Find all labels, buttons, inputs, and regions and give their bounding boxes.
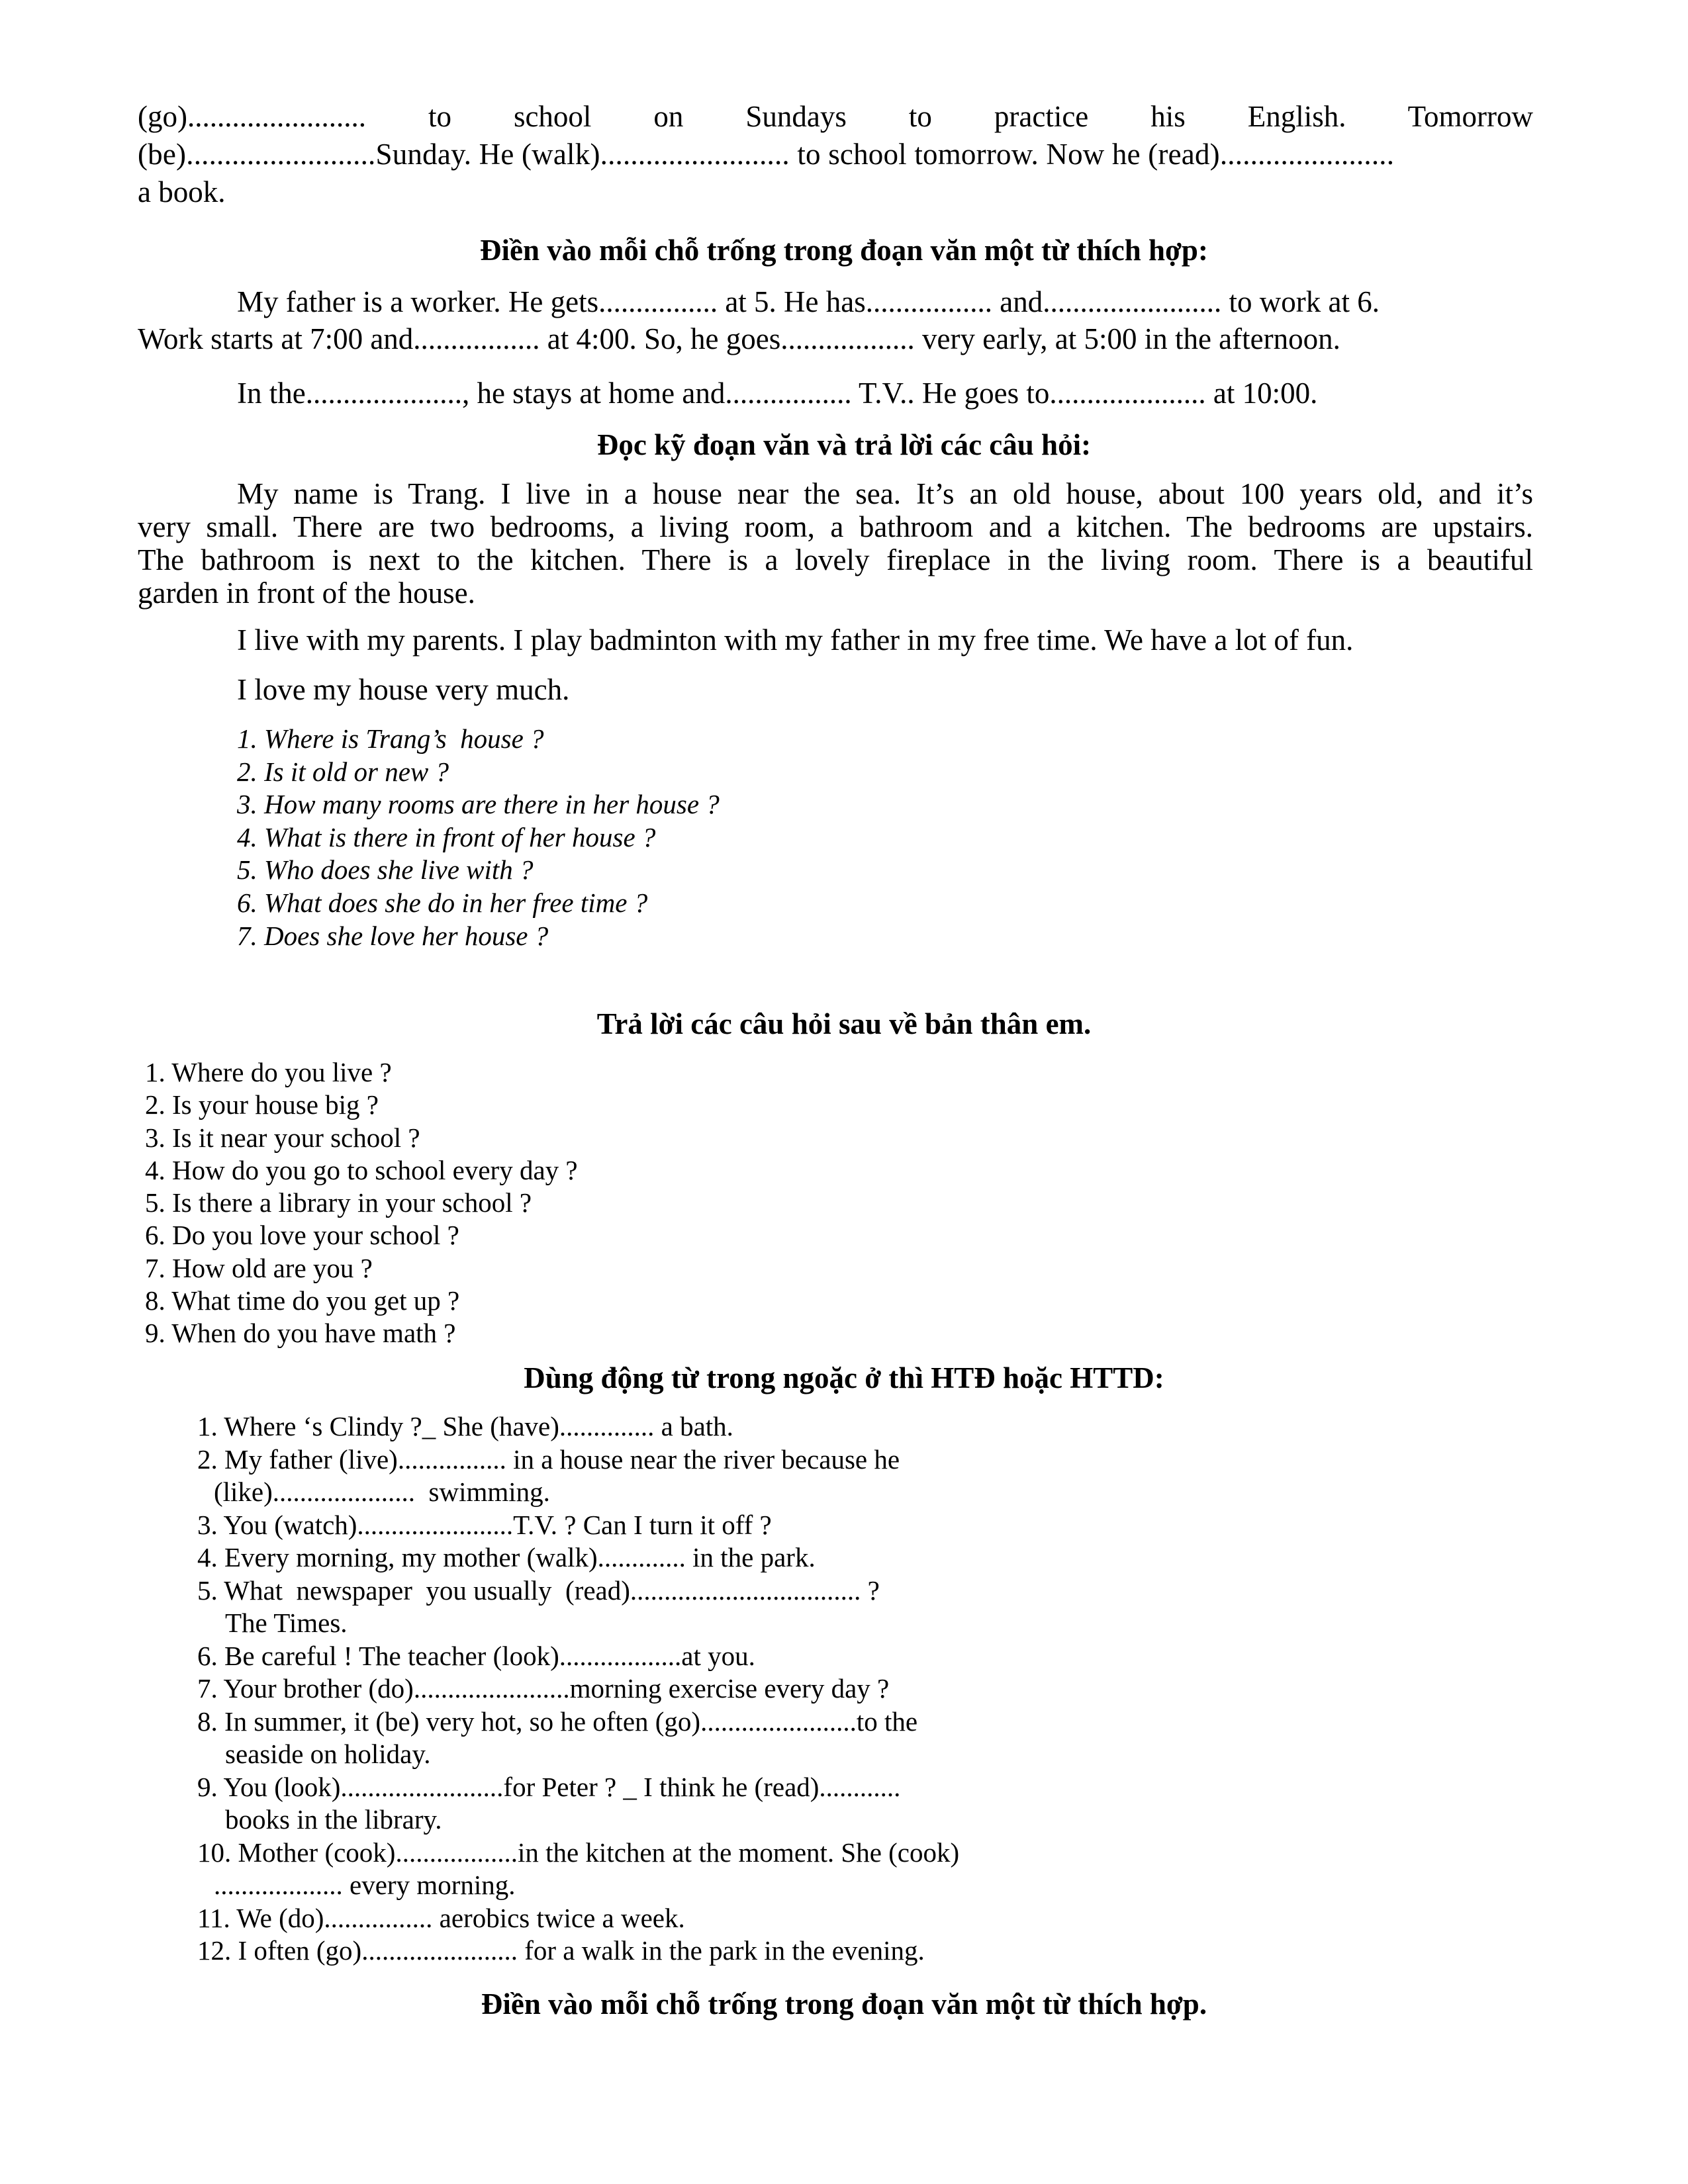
list-item: 6. Do you love your school ? — [145, 1220, 459, 1251]
list-item: 8. In summer, it (be) very hot, so he often (go).......................to the — [197, 1706, 918, 1737]
list-item: 9. You (look)........................for Peter ? _ I think he (read)............ — [197, 1771, 901, 1802]
list-item: ................... every morning. — [214, 1870, 516, 1900]
reading-questions-list — [237, 723, 1495, 952]
list-item: 10. Mother (cook)..................in the kitchen at the moment. She (cook) — [197, 1837, 960, 1868]
text-line: Work starts at 7:00 and................. at 4:00. So, he goes.................. very early, at 5:00 in the afternoon. — [138, 322, 1340, 355]
text-line: The bathroom is next to the kitchen. There is a lovely fireplace in the living room. There is a beautiful — [138, 543, 1533, 576]
reading-passage — [138, 477, 1533, 610]
list-item: 1. Where do you live ? — [145, 1057, 392, 1087]
list-item: 3. How many rooms are there in her house ? — [237, 789, 720, 820]
section1-paragraph-2 — [138, 377, 1533, 410]
list-item: The Times. — [225, 1608, 348, 1638]
reading-passage-2 — [138, 623, 1533, 657]
text-line: My father is a worker. He gets................ at 5. He has................. and........................ to work at 6. — [237, 285, 1380, 318]
text-line: garden in front of the house. — [138, 576, 475, 610]
personal-questions-list — [145, 1056, 1403, 1350]
list-item: 7. Your brother (do).......................morning exercise every day ? — [197, 1673, 890, 1704]
section-heading-reading: Đọc kỹ đoạn văn và trả lời các câu hỏi: — [596, 428, 1092, 461]
list-item: 12. I often (go)....................... for a walk in the park in the evening. — [197, 1935, 925, 1966]
list-item: books in the library. — [225, 1804, 442, 1835]
list-item: 2. Is it old or new ? — [237, 756, 449, 787]
verb-tense-exercise-list — [197, 1410, 1455, 1968]
list-item: (like)..................... swimming. — [214, 1477, 550, 1507]
list-item: 2. My father (live)................ in a house near the river because he — [197, 1443, 900, 1475]
list-item: 7. How old are you ? — [145, 1252, 373, 1283]
list-item: 1. Where is Trang’s house ? — [237, 723, 544, 754]
list-item: 5. Is there a library in your school ? — [145, 1187, 532, 1218]
section1-paragraph — [138, 285, 1533, 355]
list-item: 1. Where ‘s Clindy ?_ She (have).............. a bath. — [197, 1411, 733, 1441]
list-item: 3. Is it near your school ? — [145, 1122, 420, 1153]
text-line: I live with my parents. I play badminton with my father in my free time. We have a lot of fun. — [237, 623, 1354, 657]
list-item: 2. Is your house big ? — [145, 1089, 379, 1120]
reading-passage-3 — [138, 673, 1533, 706]
list-item: 9. When do you have math ? — [145, 1318, 456, 1349]
text-line: a book. — [138, 175, 226, 208]
list-item: 7. Does she love her house ? — [237, 920, 549, 951]
text-line: In the....................., he stays at home and................. T.V.. He goes to..................... at 10:00. — [237, 377, 1318, 410]
exercise-top-paragraph — [138, 98, 1533, 211]
list-item: 5. What newspaper you usually (read).................................. ? — [197, 1574, 880, 1606]
list-item: seaside on holiday. — [225, 1739, 431, 1769]
list-item: 4. How do you go to school every day ? — [145, 1154, 578, 1185]
section-heading-fill-blanks: Điền vào mỗi chỗ trống trong đoạn văn một từ thích hợp: — [480, 234, 1208, 267]
list-item: 4. Every morning, my mother (walk)............. in the park. — [197, 1542, 816, 1572]
list-item: 5. Who does she live with ? — [237, 854, 534, 886]
text-line: (go)........................ to school on Sundays to practice his English. Tomorrow — [138, 100, 1533, 133]
list-item: 4. What is there in front of her house ? — [237, 821, 656, 852]
section-heading-verb-tenses: Dùng động từ trong ngoặc ở thì HTĐ hoặc HTTD: — [524, 1361, 1164, 1394]
section-heading-about-yourself: Trả lời các câu hỏi sau về bản thân em. — [596, 1007, 1092, 1040]
section-heading-fill-blanks-2: Điền vào mỗi chỗ trống trong đoạn văn một từ thích hợp. — [481, 1987, 1207, 2021]
list-item: 6. Be careful ! The teacher (look)..................at you. — [197, 1640, 755, 1671]
list-item: 8. What time do you get up ? — [145, 1285, 460, 1316]
text-line: very small. There are two bedrooms, a living room, a bathroom and a kitchen. The bedrooms are upstairs. — [138, 510, 1533, 543]
list-item: 3. You (watch).......................T.V. ? Can I turn it off ? — [197, 1509, 772, 1540]
list-item: 11. We (do)................ aerobics twice a week. — [197, 1902, 685, 1933]
list-item: 6. What does she do in her free time ? — [237, 887, 648, 918]
text-line: My name is Trang. I live in a house near the sea. It’s an old house, about 100 years old, and it’s — [237, 477, 1533, 510]
text-line: I love my house very much. — [237, 673, 570, 706]
text-line: (be).........................Sunday. He (walk)......................... to school tomorrow. Now he (read)....................... — [138, 138, 1395, 171]
